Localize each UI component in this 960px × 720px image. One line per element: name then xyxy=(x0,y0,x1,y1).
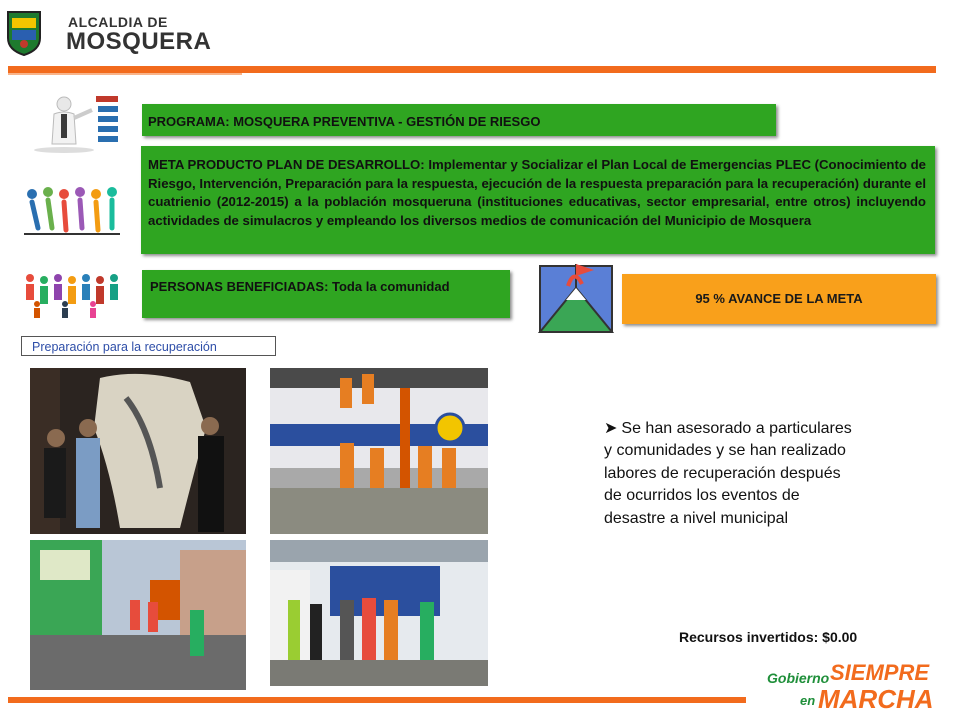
people-group-clipart-icon xyxy=(22,270,122,320)
logo-title-line2: MOSQUERA xyxy=(66,28,212,55)
mountain-flag-clipart-icon xyxy=(538,262,614,334)
running-people-clipart-icon xyxy=(22,182,122,246)
header-divider xyxy=(8,66,936,73)
photo-caption-text: Preparación para la recuperación xyxy=(32,340,217,354)
footer-divider xyxy=(8,697,746,703)
bullet-text: Se han asesorado a particulares y comunidades y se han realizado labores de recuperación después de ocurridos los eventos de desastre a nivel municipal xyxy=(604,420,852,527)
footer-logo-en: en xyxy=(800,693,816,708)
mosquera-shield-icon xyxy=(6,10,42,56)
photo-rescue-team xyxy=(270,368,488,534)
avance-text: 95 % AVANCE DE LA META xyxy=(695,291,863,306)
presenter-clipart-icon xyxy=(24,94,120,154)
personas-text: PERSONAS BENEFICIADAS: Toda la comunidad xyxy=(150,279,450,294)
footer-logo-marcha: MARCHA xyxy=(818,684,934,714)
programa-text: PROGRAMA: MOSQUERA PREVENTIVA - GESTIÓN DE RIESGO xyxy=(148,114,541,129)
personas-box xyxy=(142,270,510,318)
avance-box xyxy=(622,274,936,324)
footer-logo-siempre: SIEMPRE xyxy=(830,660,930,685)
programa-box xyxy=(142,104,776,136)
photo-burned-wall xyxy=(30,368,246,534)
bullet-arrow-icon: ➤ xyxy=(604,420,618,437)
logo-title-line1: ALCALDIA DE xyxy=(68,14,168,30)
bullet-text-block xyxy=(604,418,854,530)
recursos-text: Recursos invertidos: $0.00 xyxy=(679,629,858,645)
meta-text: META PRODUCTO PLAN DE DESARROLLO: Implementar y Socializar el Plan Local de Emergencias PLEC (Conocimiento de Riesgo, Intervención, Preparación para la respuesta, ejecución de la respuesta preparación para la recuperación) durante el cuatrienio (2012-2015) a la población mosqueruna (instituciones educativas, sector empresarial, entre otros) incluyendo actividades de simulacros y empleando los diversos medios de comunicación del Municipio de Mosquera xyxy=(148,157,926,228)
footer-logo-gobierno: Gobierno xyxy=(767,670,830,686)
photo-street-cleanup xyxy=(30,540,246,690)
meta-box xyxy=(141,146,935,254)
photo-caption xyxy=(21,336,276,356)
photo-community-meeting xyxy=(270,540,488,686)
header-divider-accent xyxy=(8,73,242,75)
